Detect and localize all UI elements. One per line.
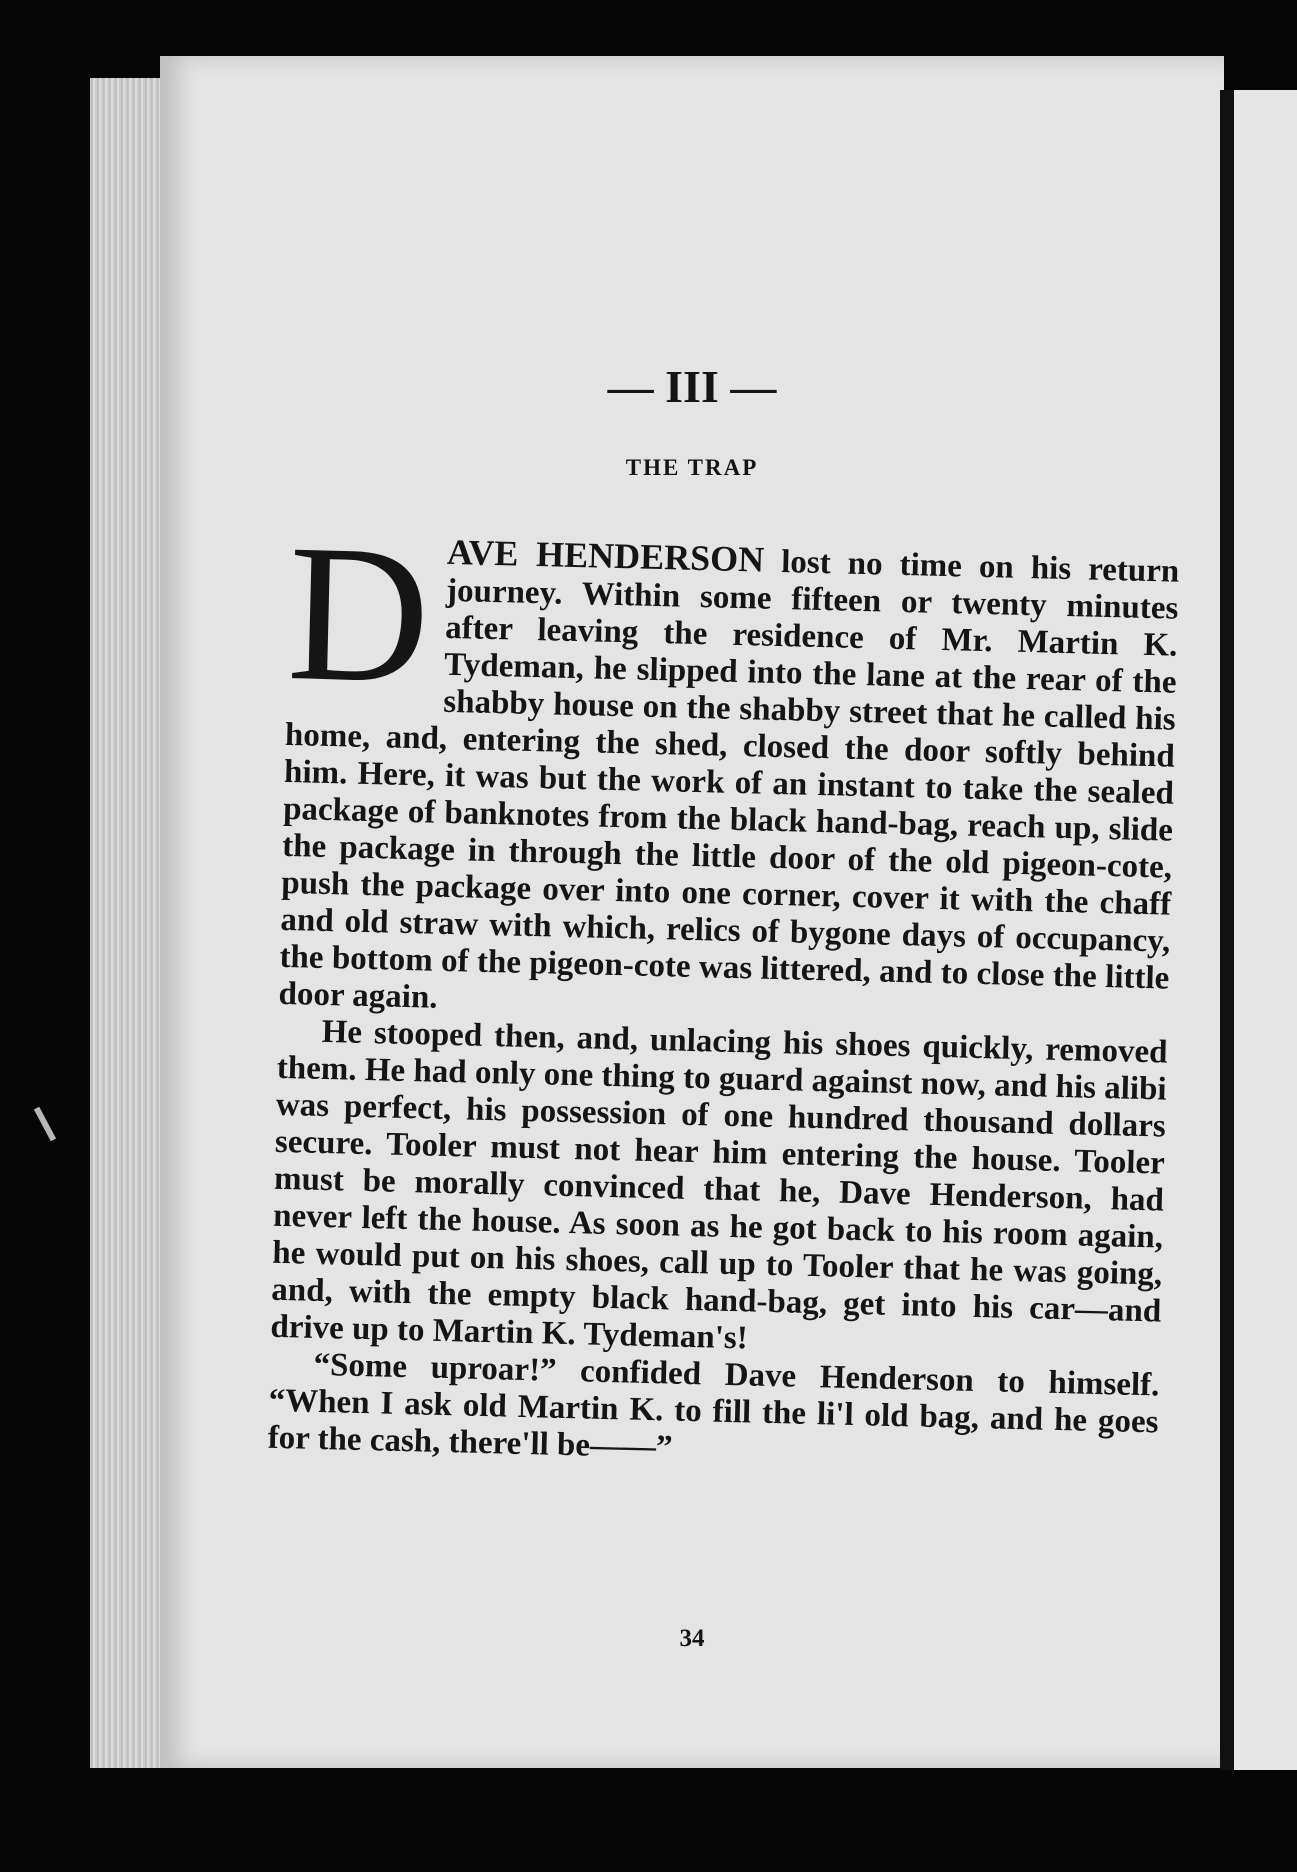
paragraph-2: He stooped then, and, unlacing his shoes quickly, removed them. He had only one thing to guard against now, and his alibi was perfect, his possession of one hundred thousand dollars secure. Tooler must not hear him entering the house. Tooler must be morally convinced that he, Dave Henderson, had never left the house. As soon as he got back to his room again, he would put on his shoes, call up to Tooler that he was going, and, with the empty black hand-bag, get into his car—and drive up to Martin K. Tydeman's! — [270, 1013, 1168, 1357]
chapter-number: — III — — [607, 361, 777, 412]
facing-page-edge — [1234, 90, 1297, 1770]
drop-cap: D — [285, 504, 433, 725]
page-number: 34 — [679, 1625, 705, 1652]
chapter-title: THE TRAP — [625, 455, 759, 480]
lead-caps: AVE HENDERSON — [446, 531, 765, 580]
paragraph-1 — [278, 504, 1180, 1035]
margin-mark — [34, 1107, 56, 1142]
paragraph-1-text: lost no time on his return journey. Within some fifteen or twenty minutes after leaving the residence of Mr. Martin K. Tydeman, he slipped into the lane at the rear of the shabby house on the shabby street that he called his home, and, entering the shed, closed the door softly behind him. Here, it was but the work of an instant to take the sealed package of banknotes from the black hand-bag, reach up, slide the package in through the little door of the old pigeon-cote, push the package over into one corner, cover it with the chaff and old straw with which, relics of bygone days of occupancy, the bottom of the pigeon-cote was littered, and to close the little door again. — [278, 543, 1180, 1016]
paragraph-3: “Some uproar!” confided Dave Henderson to himself. “When I ask old Martin K. to fill the li'l old bag, and he goes for the cash, there'll be——” — [267, 1346, 1160, 1466]
body-text — [267, 504, 1180, 1478]
